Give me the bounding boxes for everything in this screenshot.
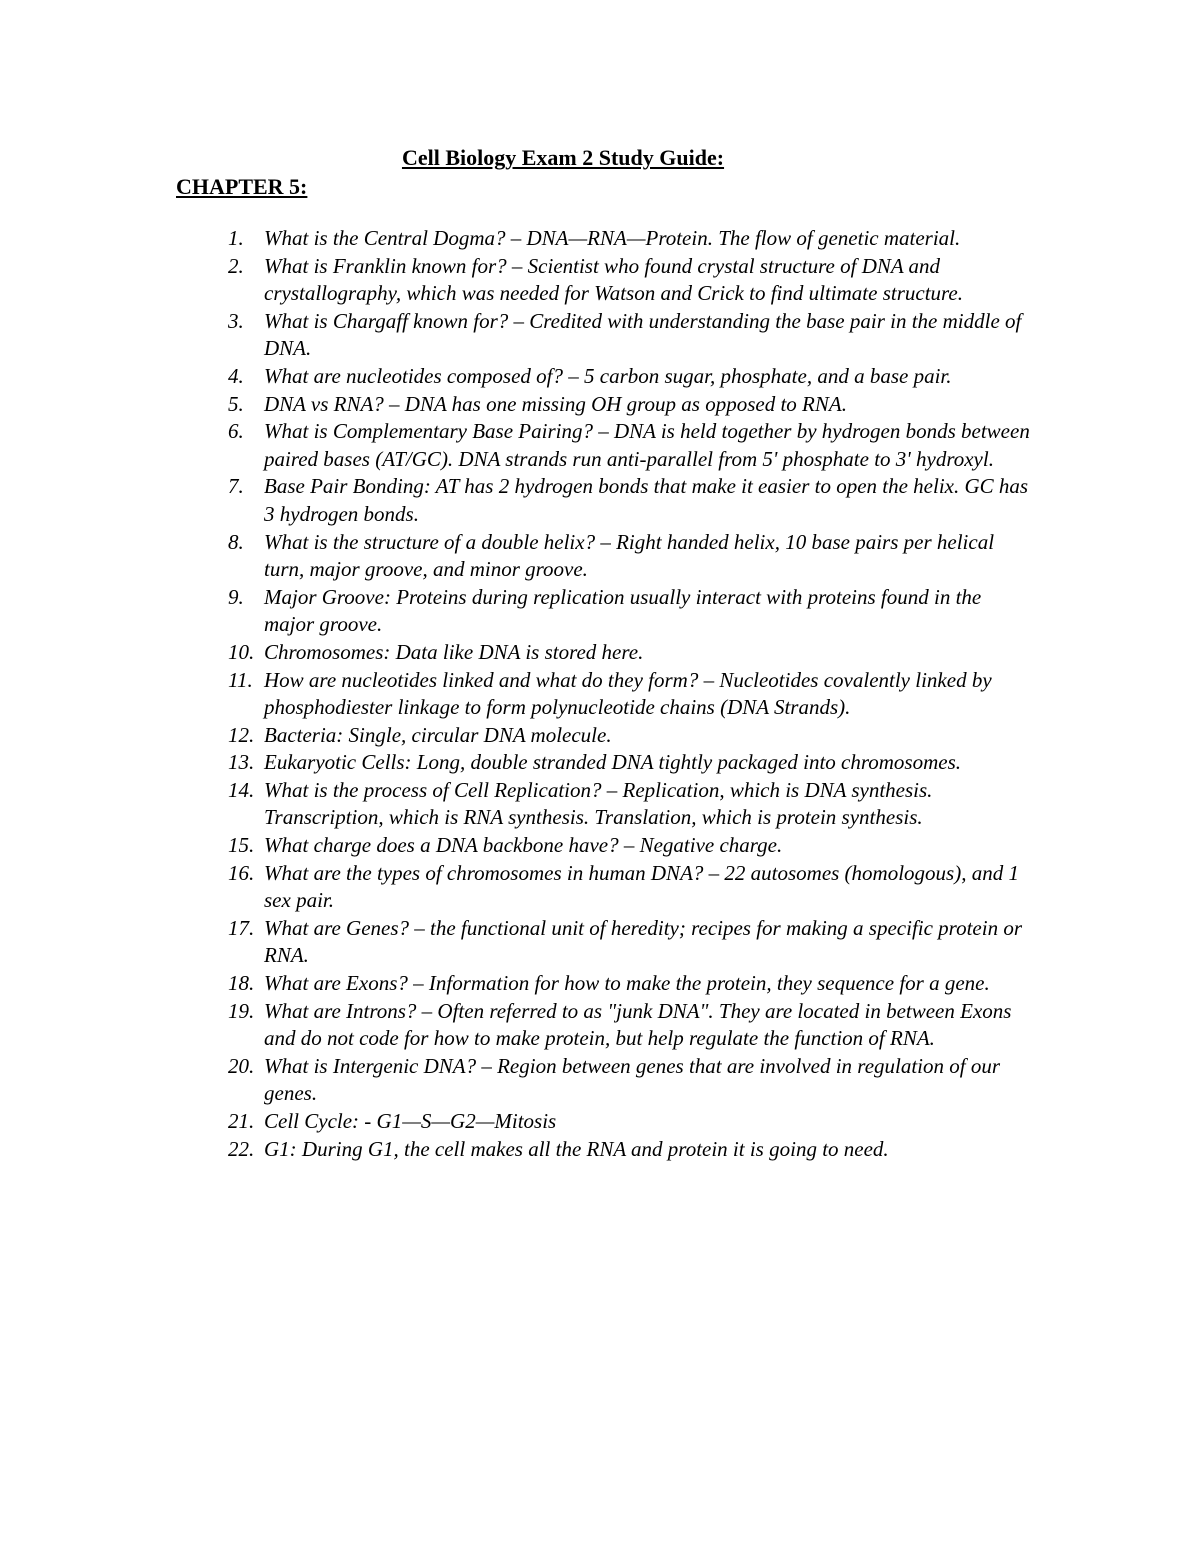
- list-item-number: 21.: [228, 1109, 255, 1133]
- list-item-text: What are Genes? – the functional unit of heredity; recipes for making a specific protein or RNA.: [264, 915, 1022, 968]
- list-item: [176, 1108, 1036, 1136]
- list-item: [176, 667, 1036, 722]
- list-item-text: Major Groove: Proteins during replication usually interact with proteins found in the major groove.: [264, 584, 982, 637]
- list-item-number: 4.: [228, 363, 244, 388]
- list-item-number: 19.: [228, 998, 255, 1023]
- list-item: [176, 722, 1036, 750]
- list-item: [176, 363, 1036, 391]
- list-item-number: 12.: [228, 722, 255, 747]
- list-item-number: 2.: [228, 253, 244, 278]
- list-item-text: What is the Central Dogma? – DNA—RNA—Protein. The flow of genetic material.: [264, 226, 961, 250]
- list-item-text: DNA vs RNA? – DNA has one missing OH group as opposed to RNA.: [264, 391, 847, 416]
- list-item-text: Base Pair Bonding: AT has 2 hydrogen bonds that make it easier to open the helix. GC has 3 hydrogen bonds.: [264, 474, 1029, 526]
- list-item-text: Chromosomes: Data like DNA is stored here.: [264, 639, 644, 664]
- list-item-text: What are Introns? – Often referred to as "junk DNA". They are located in between Exons and do not code for how to make protein, but help regulate the function of RNA.: [264, 998, 1012, 1051]
- list-item-number: 7.: [228, 474, 244, 499]
- list-item-text: What is Complementary Base Pairing? – DNA is held together by hydrogen bonds between paired bases (AT/GC). DNA strands run anti-parallel from 5' phosphate to 3' hydroxyl.: [264, 419, 1030, 471]
- list-item-text: What is Franklin known for? – Scientist who found crystal structure of DNA and crystallography, which was needed for Watson and Crick to find ultimate structure.: [264, 253, 963, 306]
- list-item: [176, 998, 1036, 1053]
- list-item-text: Cell Cycle: - G1—S—G2—Mitosis: [264, 1109, 557, 1133]
- list-item: [176, 970, 1036, 998]
- list-item: [176, 777, 1036, 832]
- list-item-number: 10.: [228, 639, 255, 664]
- list-item-text: What are the types of chromosomes in human DNA? – 22 autosomes (homologous), and 1 sex pair.: [264, 860, 1019, 913]
- document-title: Cell Biology Exam 2 Study Guide:: [401, 145, 725, 170]
- list-item-number: 18.: [228, 971, 255, 996]
- list-item-number: 8.: [228, 529, 244, 554]
- list-item: [176, 308, 1036, 363]
- list-item: [176, 1053, 1036, 1108]
- list-item: [176, 1136, 1036, 1164]
- list-item-number: 20.: [228, 1053, 255, 1078]
- list-item-text: What is the process of Cell Replication? – Replication, which is DNA synthesis. Transcription, which is RNA synthesis. Translation, which is protein synthesis.: [264, 777, 933, 830]
- list-item: [176, 749, 1036, 777]
- list-item: [176, 584, 1036, 639]
- list-item: [176, 832, 1036, 860]
- list-item: [176, 253, 1036, 308]
- list-item-number: 17.: [228, 915, 255, 940]
- list-item-text: What are Exons? – Information for how to make the protein, they sequence for a gene.: [264, 971, 990, 996]
- list-item: [176, 391, 1036, 419]
- list-item-number: 9.: [228, 584, 244, 609]
- list-item-text: Eukaryotic Cells: Long, double stranded DNA tightly packaged into chromosomes.: [264, 750, 961, 775]
- list-item: [176, 418, 1036, 473]
- list-item: [176, 529, 1036, 584]
- study-question-list: [176, 225, 1036, 1163]
- list-item-number: 5.: [228, 391, 244, 416]
- list-item-number: 11.: [228, 667, 253, 692]
- list-item-number: 13.: [228, 750, 255, 775]
- list-item-number: 6.: [228, 419, 244, 444]
- list-item: [176, 860, 1036, 915]
- list-item: [176, 473, 1036, 528]
- list-item: [176, 639, 1036, 667]
- list-item-text: What are nucleotides composed of? – 5 carbon sugar, phosphate, and a base pair.: [264, 363, 952, 388]
- list-item: [176, 915, 1036, 970]
- list-item-number: 1.: [228, 226, 244, 250]
- chapter-heading: CHAPTER 5:: [176, 174, 308, 199]
- list-item-number: 22.: [228, 1136, 255, 1161]
- list-item-number: 14.: [228, 777, 255, 802]
- list-item-number: 3.: [228, 308, 244, 333]
- list-item-text: How are nucleotides linked and what do they form? – Nucleotides covalently linked by phosphodiester linkage to form polynucleotide chains (DNA Strands).: [264, 667, 992, 720]
- list-item-number: 16.: [228, 860, 255, 885]
- list-item-text: What is the structure of a double helix? – Right handed helix, 10 base pairs per helical turn, major groove, and minor groove.: [264, 529, 995, 582]
- list-item-text: Bacteria: Single, circular DNA molecule.: [264, 722, 612, 747]
- list-item-text: What charge does a DNA backbone have? – Negative charge.: [264, 833, 783, 858]
- list-item-text: What is Chargaff known for? – Credited with understanding the base pair in the middle of DNA.: [264, 308, 1022, 361]
- list-item: [176, 225, 1036, 253]
- list-item-text: What is Intergenic DNA? – Region between genes that are involved in regulation of our genes.: [264, 1053, 1001, 1106]
- list-item-number: 15.: [228, 833, 255, 858]
- list-item-text: G1: During G1, the cell makes all the RNA and protein it is going to need.: [264, 1136, 889, 1161]
